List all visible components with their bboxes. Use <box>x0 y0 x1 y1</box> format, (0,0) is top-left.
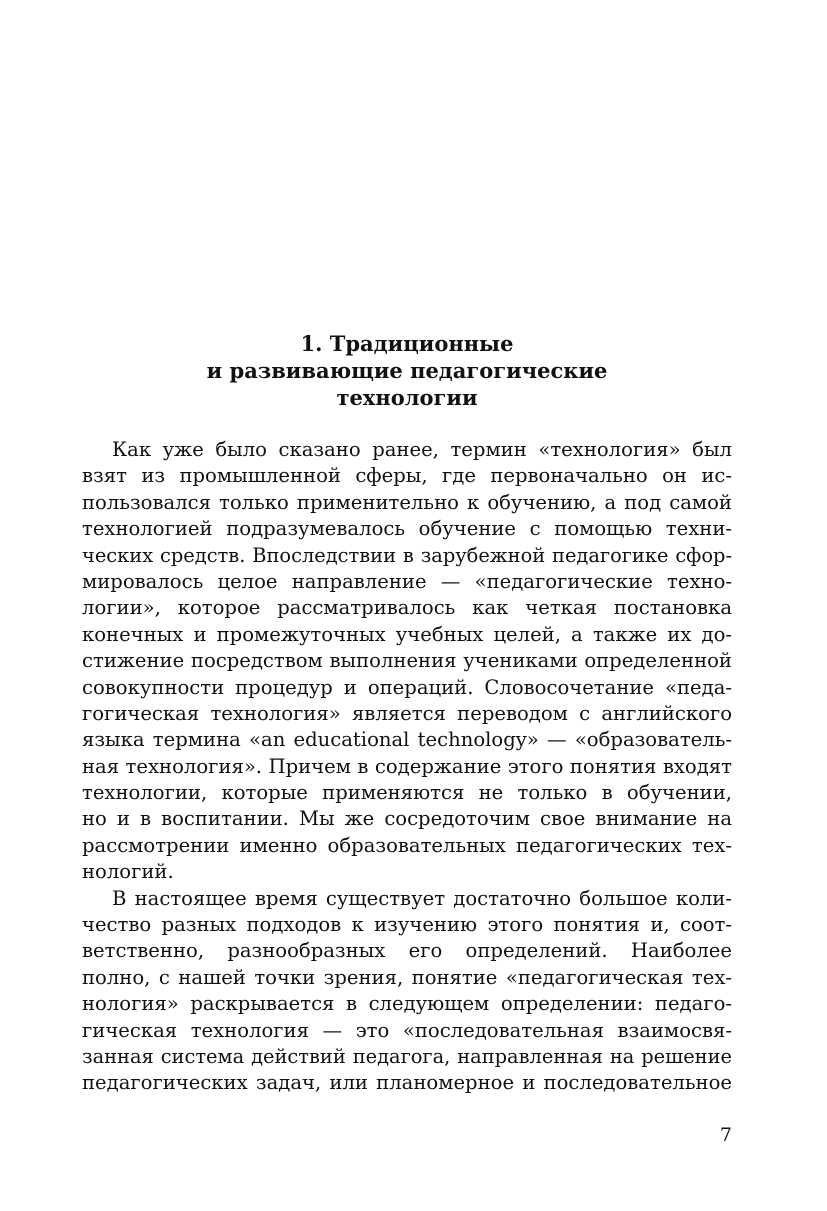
text-line: В настоящее время существует достаточно большое коли- <box>112 886 732 910</box>
text-line: технологии, которые применяются не только в обучении, <box>82 781 732 805</box>
text-line: совокупности процедур и операций. Словосочетание «педа- <box>82 675 732 699</box>
text-line: логии», которое рассматривалось как четкая постановка <box>82 596 732 620</box>
text-line: чество разных подходов к изучению этого понятия и, соот- <box>82 913 732 937</box>
text-line: Как уже было сказано ранее, термин «технология» был <box>112 438 732 461</box>
text-line: нология» раскрывается в следующем определении: педаго- <box>82 992 732 1016</box>
text-line: гическая технология — это «последовательная взаимосвя- <box>82 1018 732 1042</box>
text-line: ветственно, разнообразных его определений. Наиболее <box>82 939 732 963</box>
text-line: но и в воспитании. Мы же сосредоточим свое внимание на <box>82 807 732 831</box>
text-line: технологией подразумевалось обучение с помощью техни- <box>82 517 732 541</box>
text-line: пользовался только применительно к обучению, а под самой <box>82 490 732 514</box>
section-title-line: 1. Традиционные <box>300 331 514 356</box>
text-line: взят из промышленной сферы, где первоначально он ис- <box>82 464 732 488</box>
text-line: гогическая технология» является переводом с английского <box>82 701 732 725</box>
text-line: занная система действий педагога, направленная на решение <box>82 1044 732 1068</box>
body-text <box>82 437 732 1097</box>
text-line: ческих средств. Впоследствии в зарубежной педагогике сфор- <box>82 543 732 567</box>
text-line: полно, с нашей точки зрения, понятие «педагогическая тех- <box>82 965 732 989</box>
text-line: стижение посредством выполнения учениками определенной <box>82 649 732 673</box>
text-line: языка термина «an educational technology» — «образователь- <box>82 728 732 752</box>
text-line: нологий. <box>82 860 174 884</box>
page-number: 7 <box>719 1124 732 1146</box>
text-line: конечных и промежуточных учебных целей, а также их до- <box>82 622 732 646</box>
section-title-line: и развивающие педагогические <box>206 358 608 383</box>
section-title-line: технологии <box>336 385 478 410</box>
text-line: рассмотрении именно образовательных педагогических тех- <box>82 833 732 857</box>
section-title <box>82 330 732 411</box>
text-line: педагогических задач, или планомерное и последовательное <box>82 1071 732 1095</box>
text-line: ная технология». Причем в содержание этого понятия входят <box>82 754 732 778</box>
text-line: мировалось целое направление — «педагогические техно- <box>82 569 732 593</box>
